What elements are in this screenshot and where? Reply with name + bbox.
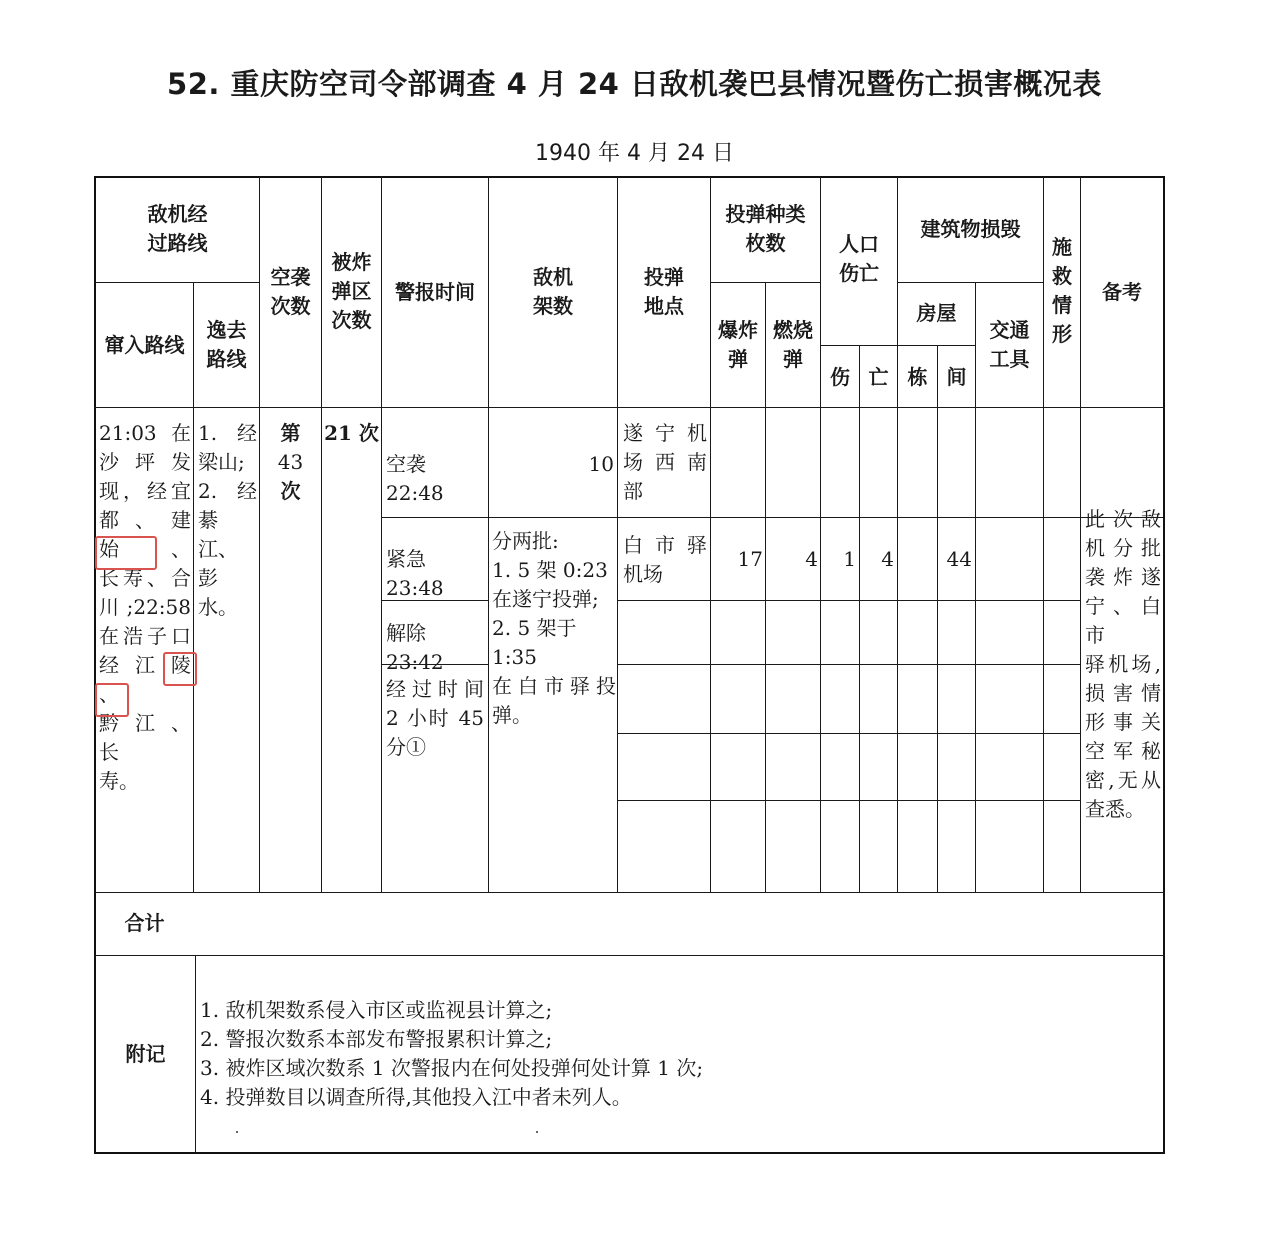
total-label: 合计: [124, 911, 165, 935]
header-bottom-line: [94, 407, 1165, 408]
alarm-urgent-time: 紧急 23:48: [386, 547, 444, 600]
appendix-label: 附记: [125, 1042, 166, 1066]
remarks-text: 此 次 敌 机 分 批 袭 炸 遂 宁、白市 驿机场, 损 害 情 形 事 关 空 军 秘 密,无从 查悉。: [1085, 507, 1161, 821]
scan-speck: [536, 1131, 538, 1133]
vline-j: [859, 345, 860, 892]
grid-row-line-5: [617, 800, 1081, 801]
alarm-row-line-1: [381, 517, 618, 518]
alarm-clear-time: 解除 23:42: [386, 621, 444, 674]
vline-l: [937, 345, 938, 892]
outgoing-route-text: 1. 经 梁山; 2. 经 綦江、 彭水。: [198, 421, 257, 619]
table-border-left: [94, 176, 96, 1154]
table-border-top: [94, 176, 1165, 178]
header-dead: 亡: [868, 365, 889, 389]
explosive-count: 17: [737, 547, 763, 571]
table-border-right: [1163, 176, 1165, 1154]
bombed-area-value: 21 次: [324, 421, 379, 445]
appendix-note: 2. 警报次数系本部发布警报累积计算之;: [200, 1027, 553, 1051]
appendix-notes: [200, 996, 1150, 1112]
building-split-line: [897, 282, 1043, 283]
header-alarm-time: 警报时间: [395, 280, 475, 304]
header-remarks: 备考: [1102, 280, 1142, 304]
incendiary-count: 4: [805, 547, 818, 571]
header-raid-count: 空袭 次数: [270, 265, 311, 318]
header-planes: 敌机 架数: [533, 265, 573, 318]
appendix-top-line: [94, 955, 1165, 956]
alarm-duration: 经过时间 2 小时 45 分①: [386, 677, 484, 759]
highlight-box-3: [95, 683, 129, 717]
drop-site-2: 白 市 驿 机场: [623, 533, 707, 586]
vline-k: [897, 176, 898, 892]
scan-speck: [236, 1131, 238, 1133]
dead-count: 4: [881, 547, 894, 571]
table-border-bottom: [94, 1152, 1165, 1154]
highlight-box-2: [163, 652, 197, 686]
header-drop-site: 投弹 地点: [644, 265, 684, 318]
header-bombed-area: 被炸 弹区 次数: [331, 250, 372, 332]
vline-g: [710, 176, 711, 892]
header-blocks: 栋: [907, 365, 928, 389]
header-casualties: 人口 伤亡: [839, 232, 879, 285]
injured-count: 1: [843, 547, 856, 571]
header-bomb-types: 投弹种类 枚数: [725, 202, 806, 255]
rooms-count: 44: [946, 547, 972, 571]
drop-site-1: 遂 宁 机 场 西 南 部: [623, 421, 707, 503]
header-injured: 伤: [830, 365, 850, 389]
header-incendiary: 燃烧 弹: [773, 318, 813, 371]
header-transport: 交通 工具: [989, 318, 1030, 371]
header-building-damage: 建筑物损毁: [920, 217, 1021, 241]
header-rooms: 间: [946, 365, 967, 389]
alarm-raid-time: 空袭 22:48: [386, 452, 444, 505]
header-explosive: 爆炸 弹: [718, 318, 758, 371]
grid-row-line-4: [617, 733, 1081, 734]
raid-count-value: 第 43 次: [277, 421, 304, 503]
header-route-group: 敌机经 过路线: [147, 202, 208, 255]
route-split-line: [94, 282, 259, 283]
page-title: 52. 重庆防空司令部调查 4 月 24 日敌机袭巴县情况暨伤亡损害概况表: [167, 67, 1102, 101]
header-houses: 房屋: [916, 301, 957, 325]
total-top-line: [94, 892, 1165, 893]
appendix-note: 1. 敌机架数系侵入市区或监视县计算之;: [200, 998, 553, 1022]
appendix-note: 3. 被炸区域次数系 1 次警报内在何处投弹何处计算 1 次;: [200, 1056, 704, 1080]
planes-total: 10: [588, 452, 614, 476]
header-outgoing: 逸去 路线: [206, 318, 247, 371]
header-incoming: 窜入路线: [104, 333, 185, 357]
highlight-box-1: [95, 536, 157, 570]
incoming-route-text: 21:03 在 沙 坪 发 现，经宜 都、建始、 长寿、合 川;22:58 在浩子口 经 江 陵 、 黔 江 、长 寿。: [99, 421, 191, 793]
grid-row-line-1: [617, 517, 1163, 518]
planes-detail: 分两批: 1. 5 架 0:23 在遂宁投弹; 2. 5 架于 1:35 在白市驿投 弹。: [492, 529, 616, 727]
grid-row-line-3: [617, 664, 1081, 665]
grid-row-line-2: [617, 600, 1081, 601]
header-rescue: 施 救 情 形: [1052, 235, 1072, 346]
vline-appendix: [195, 955, 196, 1153]
appendix-note: 4. 投弹数目以调查所得,其他投入江中者未列人。: [200, 1085, 632, 1109]
report-date: 1940 年 4 月 24 日: [535, 141, 734, 166]
